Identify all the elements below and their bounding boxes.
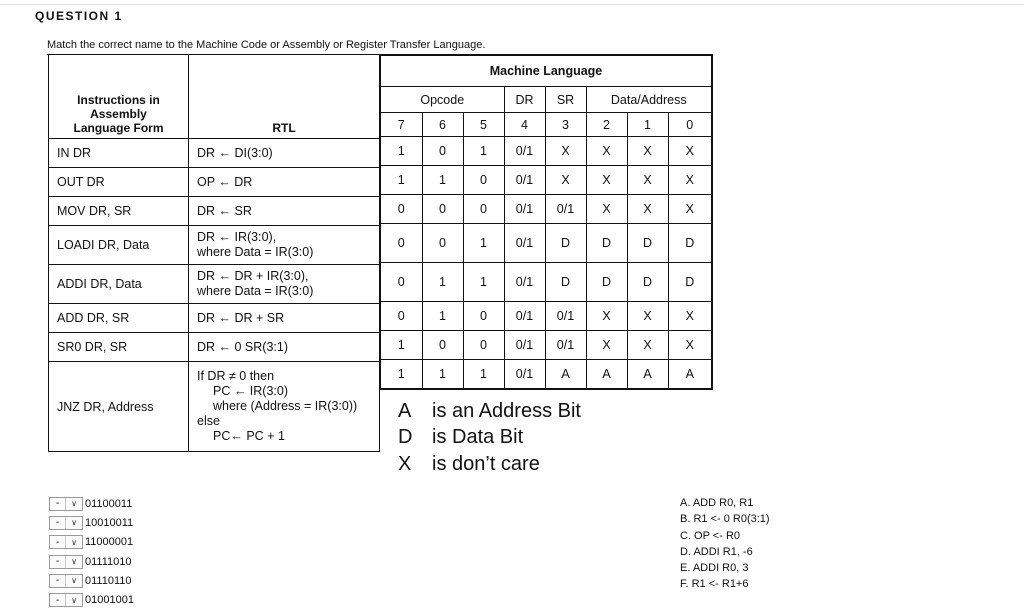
prompt-text: Match the correct name to the Machine Code or Assembly or Register Transfer Language. — [47, 39, 486, 51]
rtl-line: DR ← DR + IR(3:0), — [197, 269, 309, 283]
rtl-cell — [189, 197, 380, 226]
rtl-cell — [189, 139, 380, 168]
rtl-line: DR ← DI(3:0) — [197, 145, 273, 160]
bit-cell: 1 — [463, 224, 504, 263]
bit-cell: 1 — [380, 166, 422, 195]
bit-cell: D — [586, 224, 627, 263]
bit-cell: 1 — [463, 263, 504, 302]
choice-item: A. ADD R0, R1 — [680, 497, 754, 509]
bit-cell: A — [586, 360, 627, 389]
table-row — [380, 195, 712, 224]
choice-item: C. OP <- R0 — [680, 529, 741, 542]
field-opcode: Opcode — [380, 87, 504, 113]
rtl-line: where Data = IR(3:0) — [197, 245, 314, 259]
machine-code: 11000001 — [85, 536, 134, 549]
header-instr-line: Language Form — [73, 121, 164, 135]
bit-cell: 0/1 — [545, 331, 586, 360]
bit-cell: 0/1 — [504, 137, 545, 166]
rtl-line: where (Address = IR(3:0)) — [213, 399, 358, 413]
legend-text: is don’t care — [432, 453, 540, 475]
bit-cell: X — [586, 195, 627, 224]
answer-list — [49, 494, 134, 610]
machine-code: 01111010 — [85, 555, 132, 568]
choice-list — [680, 495, 770, 593]
bit-position: 2 — [586, 113, 627, 137]
rtl-line: DR ← IR(3:0), — [197, 230, 277, 244]
instruction-cell: OUT DR — [49, 168, 189, 197]
bit-position: 4 — [504, 113, 545, 137]
bit-cell: 1 — [380, 360, 422, 389]
header-instr-line: Instructions in — [77, 93, 160, 107]
choice-item: D. ADDI R1, -6 — [680, 545, 753, 558]
bit-cell: 1 — [422, 166, 463, 195]
bit-cell: D — [627, 224, 668, 263]
answer-select[interactable] — [49, 555, 83, 569]
chevron-down-icon: ∨ — [65, 498, 82, 510]
answer-row — [49, 571, 134, 590]
bit-cell: D — [668, 224, 712, 263]
answer-select[interactable] — [49, 516, 83, 530]
legend-dont-care — [398, 453, 540, 476]
answer-select[interactable] — [49, 497, 83, 511]
selected-value: - — [55, 556, 60, 568]
instruction-cell: LOADI DR, Data — [49, 226, 189, 265]
table-row — [380, 137, 712, 166]
field-data-address: Data/Address — [586, 87, 712, 113]
answer-select[interactable] — [49, 593, 83, 607]
rtl-line: DR ← 0 SR(3:1) — [197, 339, 288, 354]
instruction-cell: SR0 DR, SR — [49, 333, 189, 362]
table-row — [380, 263, 712, 302]
field-dr: DR — [504, 87, 545, 113]
bit-cell: 0 — [422, 195, 463, 224]
bit-cell: X — [586, 137, 627, 166]
table-row — [380, 360, 712, 389]
rtl-line: else — [197, 414, 220, 428]
bit-position: 0 — [668, 113, 712, 137]
table-row — [49, 197, 380, 226]
legend-address — [398, 400, 581, 423]
assembly-rtl-table — [48, 54, 380, 452]
bit-cell: 0/1 — [504, 224, 545, 263]
answer-row — [49, 533, 134, 552]
table-row — [49, 304, 380, 333]
rtl-line: If DR ≠ 0 then — [197, 369, 275, 383]
chevron-down-icon: ∨ — [65, 536, 82, 548]
legend-key: D — [398, 426, 413, 448]
bit-position: 3 — [545, 113, 586, 137]
instruction-cell: IN DR — [49, 139, 189, 168]
choice-item: E. ADDI R0, 3 — [680, 562, 749, 575]
bit-cell: 0/1 — [545, 302, 586, 331]
rtl-line: where Data = IR(3:0) — [197, 284, 314, 298]
top-divider — [0, 4, 1024, 5]
legend-text: is an Address Bit — [432, 400, 581, 422]
rtl-cell — [189, 265, 380, 304]
rtl-cell — [189, 304, 380, 333]
legend-key: A — [398, 400, 412, 422]
field-sr: SR — [545, 87, 586, 113]
bit-cell: X — [627, 302, 668, 331]
machine-code: 10010011 — [85, 516, 134, 529]
bit-cell: 0/1 — [504, 331, 545, 360]
header-instructions — [49, 55, 189, 139]
choice-item: B. R1 <- 0 R0(3:1) — [680, 513, 770, 526]
rtl-cell — [189, 333, 380, 362]
rtl-line: PC← PC + 1 — [213, 429, 285, 443]
table-row — [49, 333, 380, 362]
header-instr-line: Assembly — [90, 107, 147, 121]
bit-cell: X — [586, 331, 627, 360]
table-row — [380, 302, 712, 331]
choice-item: F. R1 <- R1+6 — [680, 578, 749, 591]
answer-select[interactable] — [49, 535, 83, 549]
bit-cell: D — [545, 263, 586, 302]
machine-code: 01001001 — [85, 594, 134, 607]
selected-value: - — [55, 575, 60, 587]
table-row — [380, 166, 712, 195]
bit-cell: X — [668, 331, 712, 360]
bit-position: 5 — [463, 113, 504, 137]
bit-cell: 0/1 — [504, 302, 545, 331]
bit-cell: 0 — [380, 263, 422, 302]
chevron-down-icon: ∨ — [65, 575, 82, 587]
instruction-cell: JNZ DR, Address — [49, 362, 189, 452]
bit-cell: X — [668, 166, 712, 195]
bit-cell: 0 — [463, 331, 504, 360]
bit-cell: A — [627, 360, 668, 389]
table-row — [380, 224, 712, 263]
machine-code: 01100011 — [85, 497, 133, 510]
answer-row — [49, 552, 134, 571]
bit-cell: X — [586, 166, 627, 195]
bit-cell: 0 — [463, 166, 504, 195]
bit-cell: X — [627, 137, 668, 166]
rtl-line: PC ← IR(3:0) — [213, 384, 289, 398]
selected-value: - — [55, 594, 60, 606]
rtl-line: DR ← SR — [197, 203, 252, 218]
bit-cell: 0/1 — [504, 166, 545, 195]
bit-cell: X — [668, 137, 712, 166]
bit-cell: D — [627, 263, 668, 302]
bit-cell: 0 — [422, 137, 463, 166]
bit-cell: 1 — [422, 263, 463, 302]
instruction-cell: ADDI DR, Data — [49, 265, 189, 304]
bit-cell: 0/1 — [504, 263, 545, 302]
chevron-down-icon: ∨ — [65, 556, 82, 568]
chevron-down-icon: ∨ — [65, 594, 82, 606]
header-machine-language: Machine Language — [380, 55, 712, 87]
bit-cell: X — [627, 166, 668, 195]
legend-text: is Data Bit — [432, 426, 524, 448]
selected-value: - — [55, 517, 60, 529]
bit-cell: 0/1 — [504, 195, 545, 224]
bit-cell: X — [668, 195, 712, 224]
rtl-cell — [189, 362, 380, 452]
bit-cell: 0 — [380, 195, 422, 224]
table-row — [380, 331, 712, 360]
bit-cell: D — [545, 224, 586, 263]
bit-cell: 0/1 — [545, 195, 586, 224]
table-row — [49, 362, 380, 452]
table-row — [49, 265, 380, 304]
legend-data — [398, 426, 523, 449]
answer-row — [49, 513, 134, 532]
table-row — [49, 168, 380, 197]
bit-cell: 1 — [463, 360, 504, 389]
bit-cell: D — [668, 263, 712, 302]
bit-cell: 1 — [380, 331, 422, 360]
rtl-line: DR ← DR + SR — [197, 310, 285, 325]
answer-select[interactable] — [49, 574, 83, 588]
bit-cell: X — [627, 195, 668, 224]
machine-language-table — [379, 54, 713, 390]
bit-cell: 0 — [463, 195, 504, 224]
bit-cell: 0/1 — [504, 360, 545, 389]
bit-cell: X — [627, 331, 668, 360]
bit-cell: 1 — [422, 360, 463, 389]
bit-cell: A — [668, 360, 712, 389]
machine-code: 01110110 — [85, 574, 132, 587]
bit-cell: X — [668, 302, 712, 331]
bit-cell: A — [545, 360, 586, 389]
bit-position: 1 — [627, 113, 668, 137]
question-title: QUESTION 1 — [35, 9, 123, 23]
bit-cell: D — [586, 263, 627, 302]
table-row — [49, 139, 380, 168]
bit-cell: 0 — [463, 302, 504, 331]
bit-cell: 1 — [380, 137, 422, 166]
bit-cell: 0 — [422, 224, 463, 263]
rtl-cell — [189, 226, 380, 265]
question-prompt — [47, 39, 485, 51]
rtl-cell — [189, 168, 380, 197]
bit-cell: 1 — [463, 137, 504, 166]
bit-position: 6 — [422, 113, 463, 137]
chevron-down-icon: ∨ — [65, 517, 82, 529]
bit-cell: 0 — [380, 224, 422, 263]
bit-cell: 0 — [380, 302, 422, 331]
selected-value: - — [55, 498, 60, 510]
table-row — [49, 226, 380, 265]
instruction-cell: ADD DR, SR — [49, 304, 189, 333]
bit-cell: 1 — [422, 302, 463, 331]
answer-row — [49, 494, 134, 513]
bit-cell: X — [545, 166, 586, 195]
selected-value: - — [55, 536, 60, 548]
bit-cell: X — [586, 302, 627, 331]
bit-cell: 0 — [422, 331, 463, 360]
legend-key: X — [398, 453, 412, 475]
answer-row — [49, 590, 134, 609]
header-rtl: RTL — [189, 55, 380, 139]
instruction-cell: MOV DR, SR — [49, 197, 189, 226]
bit-cell: X — [545, 137, 586, 166]
rtl-line: OP ← DR — [197, 174, 253, 189]
bit-position: 7 — [380, 113, 422, 137]
